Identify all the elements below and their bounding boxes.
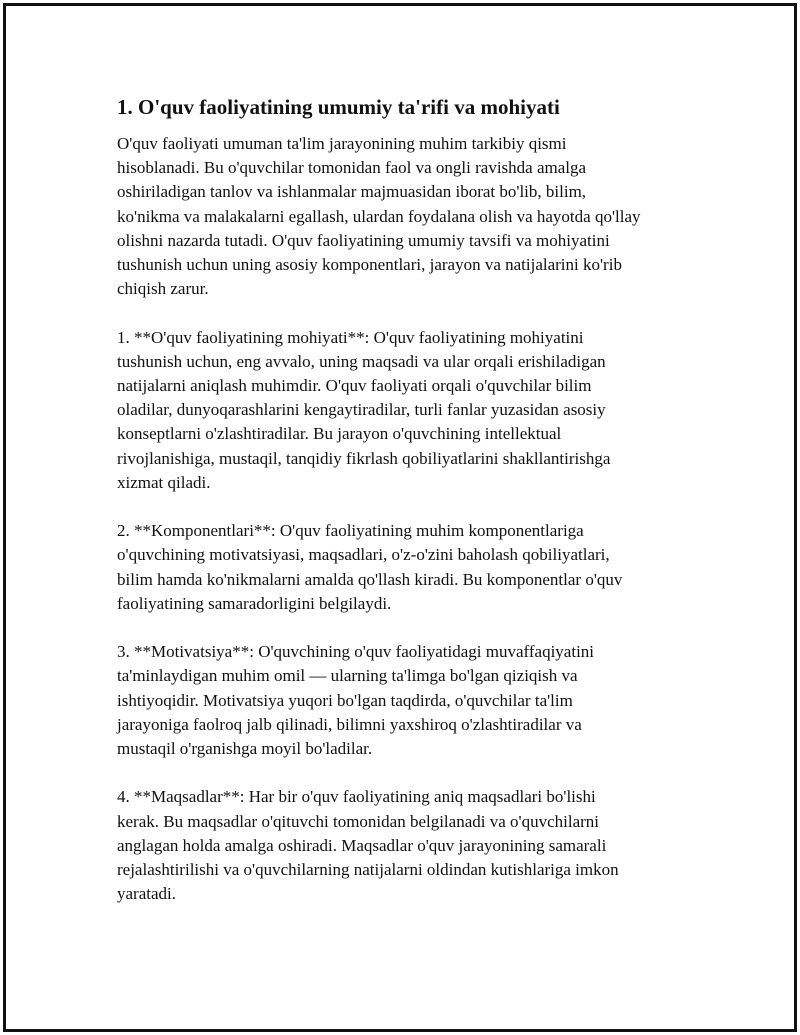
text-line: xizmat qiladi. [117,472,211,492]
text-line: olishni nazarda tutadi. O'quv faoliyatining umumiy tavsifi va mohiyatini [117,230,610,250]
document-body [117,93,707,931]
text-line: jarayoniga faolroq jalb qilinadi, bilimni yaxshiroq o'zlashtiradilar va [117,714,582,734]
text-line: 2. **Komponentlari**: O'quv faoliyatining muhim komponentlariga [117,521,584,541]
text-line: mustaqil o'rganishga moyil bo'ladilar. [117,739,373,759]
text-line: O'quv faoliyati umuman ta'lim jarayonining muhim tarkibiy qismi [117,134,567,153]
text-line: tushunish uchun, eng avvalo, uning maqsadi va ular orqali erishiladigan [117,351,606,371]
text-line: tushunish uchun uning asosiy komponentlari, jarayon va natijalarini ko'rib [117,255,622,275]
text-line: kerak. Bu maqsadlar o'qituvchi tomonidan belgilanadi va o'quvchilarni [117,811,600,831]
text-line: o'quvchining motivatsiyasi, maqsadlari, o'z-o'zini baholash qobiliyatlari, [117,545,610,565]
text-line: chiqish zarur. [117,279,209,299]
text-line: oshiriladigan tanlov va ishlanmalar majmuasidan iborat bo'lib, bilim, [117,182,587,202]
text-line: faoliyatining samaradorligini belgilaydi. [117,593,392,613]
text-line: rivojlanishiga, mustaqil, tanqidiy fikrlash qobiliyatlarini shakllantirishga [117,448,611,468]
text-line: bilim hamda ko'nikmalarni amalda qo'llash kiradi. Bu komponentlar o'quv [117,569,623,589]
paragraph [117,785,707,906]
section-heading: 1. O'quv faoliyatining umumiy ta'rifi va mohiyati [117,95,560,119]
text-line: 1. **O'quv faoliyatining mohiyati**: O'quv faoliyatining mohiyatini [117,327,584,347]
paragraph-list [117,132,707,906]
paragraph [117,326,707,495]
text-line: oladilar, dunyoqarashlarini kengaytiradilar, turli fanlar yuzasidan asosiy [117,400,606,420]
text-line: ko'nikma va malakalarni egallash, ulardan foydalana olish va hayotda qo'llay [117,206,641,226]
text-line: 4. **Maqsadlar**: Har bir o'quv faoliyatining aniq maqsadlari bo'lishi [117,787,596,807]
text-line: konseptlarni o'zlashtiradilar. Bu jarayon o'quvchining intellektual [117,424,562,444]
text-line: natijalarni aniqlash muhimdir. O'quv faoliyati orqali o'quvchilar bilim [117,376,592,396]
text-line: ta'minlaydigan muhim omil — ularning ta'limga bo'lgan qiziqish va [117,666,578,686]
paragraph [117,132,707,301]
text-line: anglagan holda amalga oshiradi. Maqsadlar o'quv jarayonining samarali [117,835,607,855]
text-line: 3. **Motivatsiya**: O'quvchining o'quv faoliyatidagi muvaffaqiyatini [117,642,595,662]
paragraph [117,640,707,761]
text-line: yaratadi. [117,884,176,904]
text-line: rejalashtirilishi va o'quvchilarning natijalarni oldindan kutishlariga imkon [117,860,619,880]
text-line: hisoblanadi. Bu o'quvchilar tomonidan faol va ongli ravishda amalga [117,158,587,178]
text-line: ishtiyoqidir. Motivatsiya yuqori bo'lgan taqdirda, o'quvchilar ta'lim [117,690,573,710]
paragraph [117,519,707,616]
